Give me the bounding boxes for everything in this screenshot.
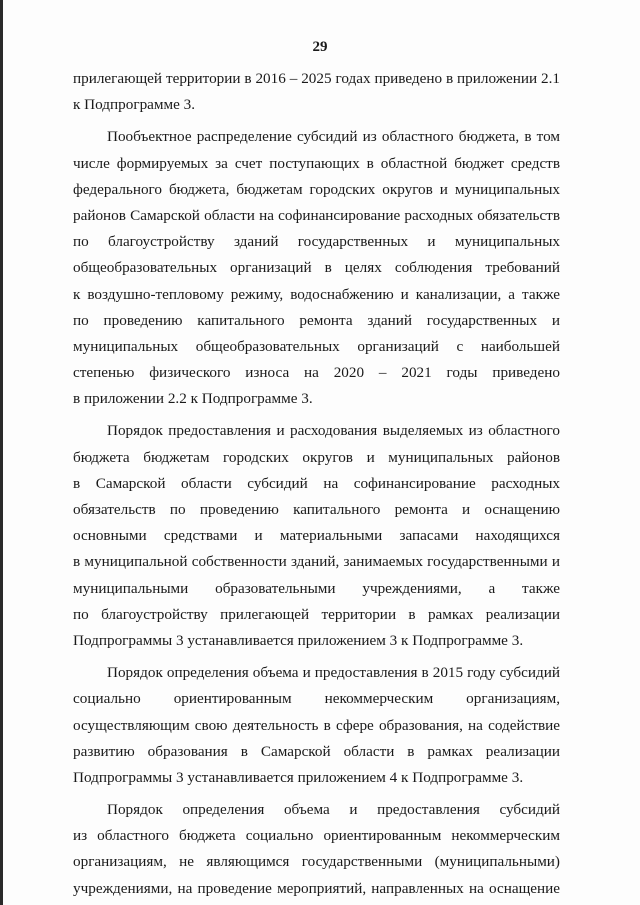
text-line — [73, 660, 560, 686]
text-line: к Подпрограмме 3. — [73, 96, 196, 114]
scan-edge — [0, 0, 3, 905]
text-line: прилегающей территории в 2016 – 2025 годах приведено в приложении 2.1 — [73, 70, 560, 87]
text-line-content: Пообъектное распределение субсидий из областного бюджета, в том — [107, 128, 560, 146]
text-line: обязательств по проведению капитального ремонта и оснащению — [73, 501, 560, 518]
text-line-content: Порядок определения объема и предоставления субсидий — [107, 801, 560, 819]
text-line: муниципальных общеобразовательных организаций с наибольшей — [73, 337, 560, 355]
paragraph — [73, 797, 560, 902]
text-line: федерального бюджета, бюджетам городских округов и муниципальных — [73, 180, 560, 198]
text-line — [73, 797, 560, 823]
text-line: по проведению капитального ремонта зданий государственных и — [73, 311, 560, 329]
text-line: общеобразовательных организаций в целях соблюдения требований — [73, 259, 560, 277]
text-line: муниципальными образовательными учреждениями, а также — [73, 579, 560, 597]
text-line: осуществляющим свою деятельность в сфере образования, на содействие — [73, 716, 560, 734]
paragraph — [73, 124, 560, 412]
text-line — [73, 124, 560, 150]
text-line: к воздушно-тепловому режиму, водоснабжению и канализации, а также — [73, 285, 560, 303]
text-line-content: Порядок определения объема и предоставления в 2015 году субсидий — [107, 664, 560, 682]
body-text — [73, 66, 560, 902]
text-line: по благоустройству зданий государственных и муниципальных — [73, 233, 560, 251]
text-line-content: Порядок предоставления и расходования выделяемых из областного — [107, 422, 560, 440]
paragraph — [73, 66, 560, 118]
paragraph — [73, 418, 560, 654]
text-line: основными средствами и материальными запасами находящихся — [73, 527, 560, 545]
text-line: бюджета бюджетам городских округов и муниципальных районов — [73, 448, 560, 466]
text-line: в приложении 2.2 к Подпрограмме 3. — [73, 390, 313, 408]
text-line: учреждениями, на проведение мероприятий, направленных на оснащение — [73, 879, 560, 897]
text-line: в Самарской области субсидий на софинансирование расходных — [73, 474, 560, 492]
text-line: районов Самарской области на софинансирование расходных обязательств — [73, 206, 560, 224]
text-line — [73, 418, 560, 444]
text-line: по благоустройству прилегающей территории в рамках реализации — [73, 605, 560, 623]
text-line: организациям, не являющимся государственными (муниципальными) — [73, 853, 560, 871]
text-line: из областного бюджета социально ориентированным некоммерческим — [73, 827, 560, 845]
text-line: степенью физического износа на 2020 – 2021 годы приведено — [73, 364, 560, 382]
text-line: Подпрограммы 3 устанавливается приложением 4 к Подпрограмме 3. — [73, 768, 524, 786]
text-line: Подпрограммы 3 устанавливается приложением 3 к Подпрограмме 3. — [73, 631, 524, 649]
text-line: числе формируемых за счет поступающих в областной бюджет средств — [73, 154, 560, 172]
text-line: в муниципальной собственности зданий, занимаемых государственными и — [73, 553, 560, 571]
paragraph — [73, 660, 560, 791]
text-line: социально ориентированным некоммерческим организациям, — [73, 690, 560, 708]
page-number: 29 — [312, 39, 328, 55]
text-line: развитию образования в Самарской области в рамках реализации — [73, 742, 560, 760]
